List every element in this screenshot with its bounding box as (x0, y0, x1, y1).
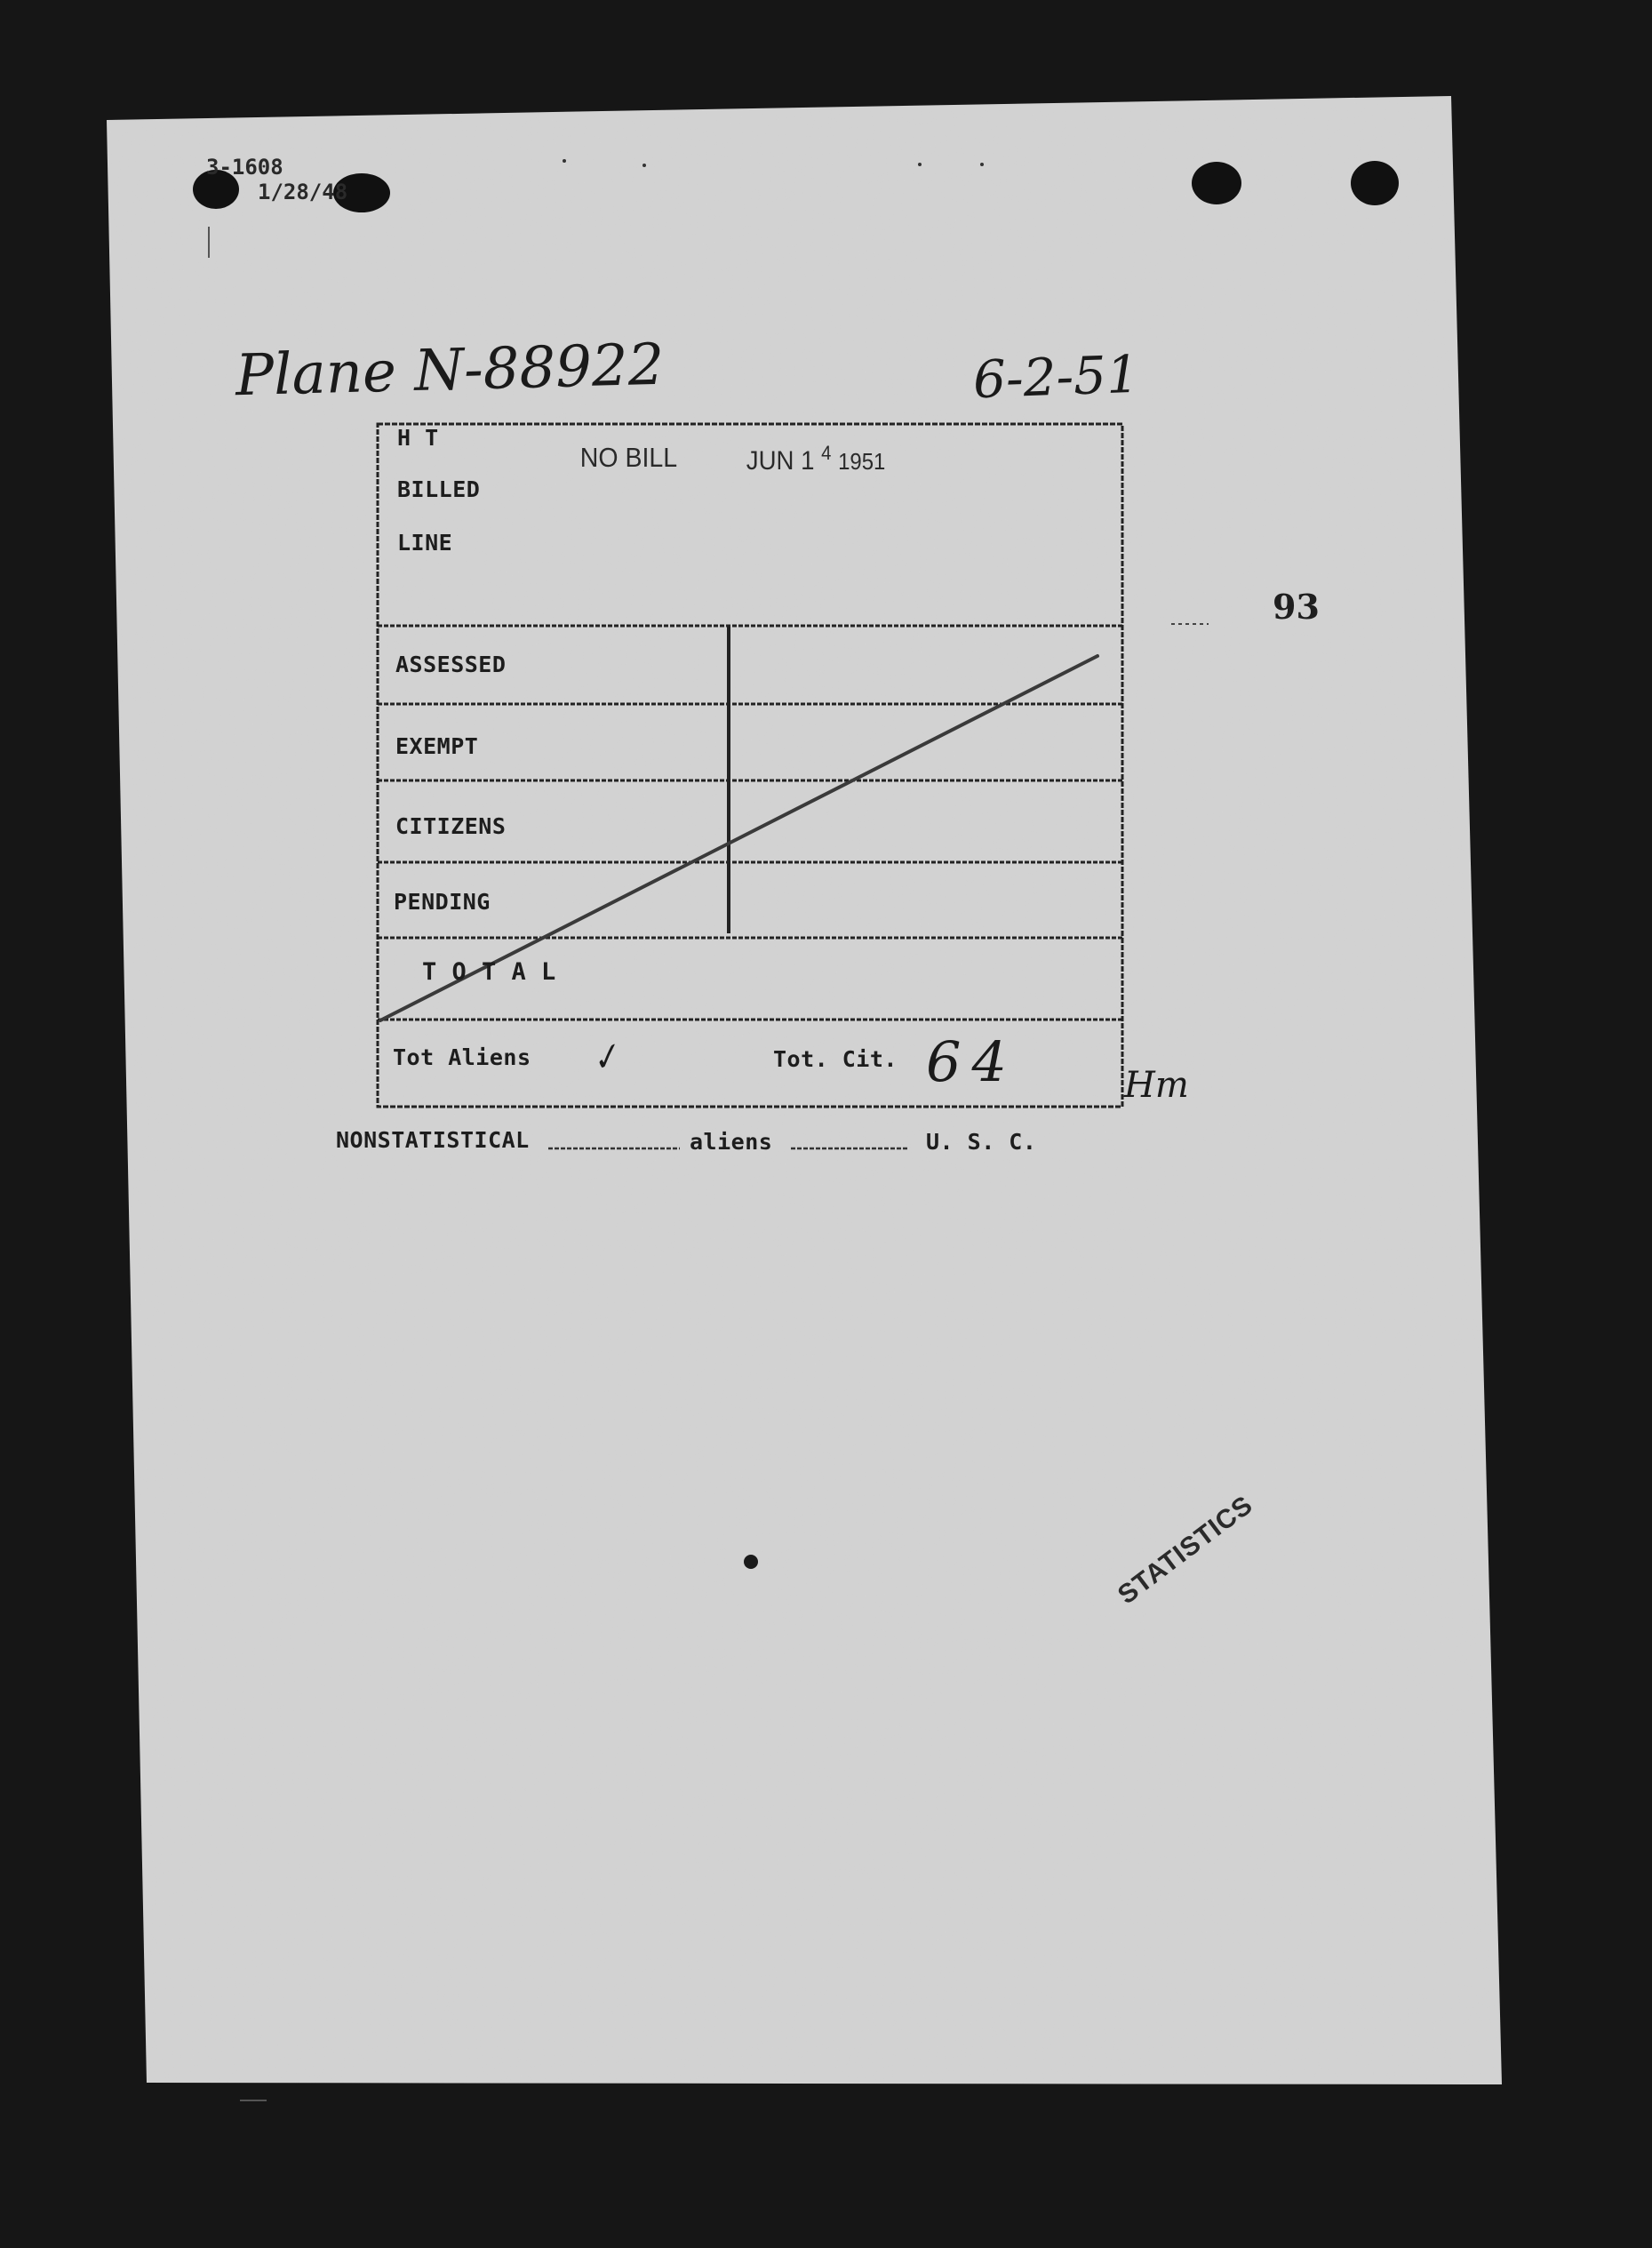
date-stamp-day-digit: 4 (821, 442, 832, 464)
usc-label: U. S. C. (926, 1129, 1037, 1155)
form-code: 3-1608 (206, 155, 283, 180)
handwritten-date: 6-2-51 (971, 343, 1140, 411)
tot-cit-label: Tot. Cit. (773, 1046, 898, 1072)
row-label-citizens: CITIZENS (395, 813, 507, 839)
date-stamp (746, 442, 886, 476)
punch-hole (1192, 162, 1241, 204)
row-label-exempt: EXEMPT (395, 733, 479, 759)
page-number: 93 (1273, 587, 1320, 627)
form-date: 1/28/48 (258, 180, 348, 204)
date-stamp-month-day: JUN 1 (746, 446, 815, 476)
row-label-billed: BILLED (397, 476, 481, 502)
row-label-total: T O T A L (422, 958, 556, 986)
tot-cit-value: 64 (926, 1029, 1018, 1094)
row-label-line: LINE (397, 530, 453, 556)
row-label-pending: PENDING (394, 889, 491, 915)
initials: Hm (1124, 1065, 1189, 1106)
punch-hole (1351, 161, 1399, 205)
date-stamp-year: 1951 (838, 448, 886, 475)
handwritten-title: Plane N-88922 (235, 332, 666, 410)
tot-aliens-label: Tot Aliens (393, 1044, 531, 1070)
statistics-stamp: STATISTICS (1113, 1490, 1259, 1611)
aliens-label: aliens (690, 1129, 773, 1155)
tot-aliens-checkmark: ✓ (585, 1034, 626, 1082)
no-bill-stamp: NO BILL (579, 442, 678, 473)
row-label-assessed: ASSESSED (395, 652, 507, 677)
nonstatistical-label: NONSTATISTICAL (336, 1127, 530, 1153)
row-label-h-t: H T (397, 425, 439, 451)
